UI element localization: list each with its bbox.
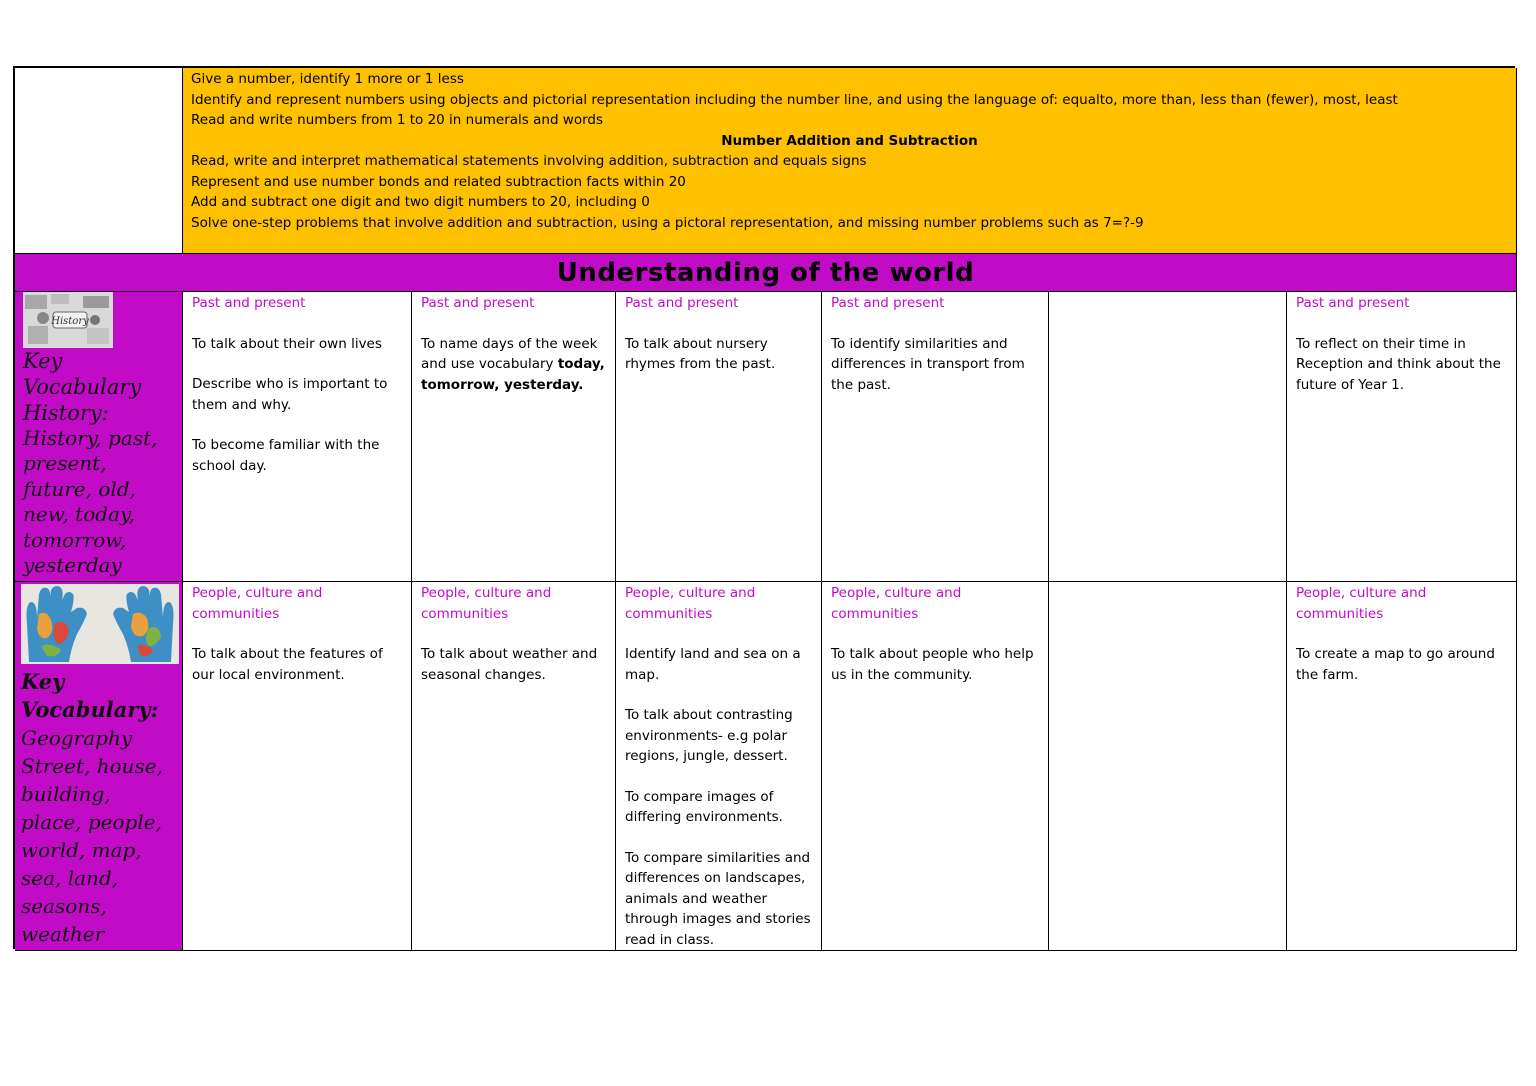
history-cell-6 [1287, 292, 1517, 582]
geography-cell-1 [183, 582, 412, 951]
objective: To identify similarities and differences in transport from the past. [831, 335, 1025, 393]
strand-label: Past and present [625, 295, 739, 311]
objective: To create a map to go around the farm. [1296, 646, 1495, 683]
maths-line: Represent and use number bonds and related subtraction facts within 20 [191, 173, 686, 190]
geography-vocab-words: Geography Street, house, building, place, people, world, map, sea, land, seasons, weather [21, 726, 163, 946]
history-collage-icon [23, 292, 113, 348]
objective-vocab: today, tomorrow, yesterday. [421, 356, 605, 393]
strand-label: Past and present [421, 295, 535, 311]
objective: To talk about contrasting environments- e.g polar regions, jungle, dessert. [625, 707, 793, 764]
history-image-label: History [51, 316, 89, 327]
maths-line: Identify and represent numbers using objects and pictorial representation including the number line, and using the language of: equalto, more than, less than (fewer), most, least [191, 91, 1398, 108]
objective: To talk about weather and seasonal changes. [421, 646, 598, 683]
maths-line: Read, write and interpret mathematical statements involving addition, subtraction and equals signs [191, 153, 867, 169]
geography-cell-2 [412, 582, 616, 951]
objective: To talk about the features of our local environment. [192, 646, 383, 683]
maths-line: Read and write numbers from 1 to 20 in numerals and words [191, 112, 604, 128]
history-cell-3 [616, 292, 822, 582]
strand-label: People, culture and communities [192, 585, 323, 622]
objective-text: To name days of the week and use vocabulary [421, 335, 598, 372]
painted-world-hands-icon [21, 584, 179, 664]
geography-cell-3 [616, 582, 822, 951]
objective: To reflect on their time in Reception and think about the future of Year 1. [1296, 335, 1501, 393]
maths-line: Solve one-step problems that involve addition and subtraction, using a pictoral representation, and missing number problems such as 7=?-9 [191, 214, 1144, 231]
maths-objectives-cell [183, 68, 1517, 254]
maths-line: Give a number, identify 1 more or 1 less [191, 71, 464, 87]
history-vocab-words: History, past, present, future, old, new, today, tomorrow, yesterday [23, 426, 158, 578]
objective: Describe who is important to them and why. [192, 376, 388, 413]
geography-cell-6 [1287, 582, 1517, 951]
strand-label: People, culture and communities [1296, 585, 1427, 622]
strand-label: People, culture and communities [421, 585, 552, 622]
history-vocab-cell [15, 292, 183, 582]
history-cell-4 [822, 292, 1049, 582]
geography-vocab-cell [15, 582, 183, 951]
strand-label: People, culture and communities [831, 585, 962, 622]
objective: To talk about people who help us in the community. [831, 646, 1034, 683]
objective: Identify land and sea on a map. [625, 646, 801, 683]
strand-label: Past and present [1296, 295, 1410, 311]
planning-table [13, 66, 1515, 949]
strand-label: Past and present [192, 295, 306, 311]
history-cell-5 [1049, 292, 1287, 582]
section-banner [15, 254, 1517, 292]
objective: To become familiar with the school day. [192, 437, 380, 474]
strand-label: People, culture and communities [625, 585, 756, 622]
geography-cell-5 [1049, 582, 1287, 951]
history-cell-2 [412, 292, 616, 582]
geography-cell-4 [822, 582, 1049, 951]
history-cell-1 [183, 292, 412, 582]
objective: To talk about nursery rhymes from the past. [625, 335, 776, 372]
objective: To talk about their own lives [192, 335, 382, 352]
geography-vocab-title: Key Vocabulary: [21, 669, 159, 722]
objective: To compare images of differing environments. [625, 788, 783, 825]
history-vocab-title: Key Vocabulary History: [23, 349, 142, 425]
objective [421, 334, 606, 396]
maths-subheading: Number Addition and Subtraction [721, 132, 978, 149]
section-title: Understanding of the world [556, 257, 975, 288]
objective: To compare similarities and differences on landscapes, animals and weather through images and stories read in class. [625, 849, 811, 948]
maths-line: Add and subtract one digit and two digit numbers to 20, including 0 [191, 194, 650, 210]
strand-label: Past and present [831, 295, 945, 311]
maths-blank-cell [15, 68, 183, 254]
